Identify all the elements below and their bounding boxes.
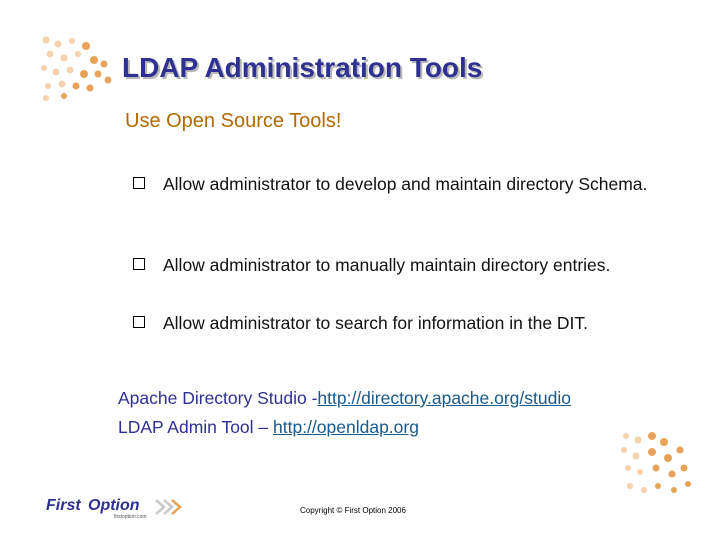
decorative-dots-bottom-right (618, 428, 698, 500)
link-prefix: Apache Directory Studio - (118, 388, 318, 408)
checkbox-bullet-icon (133, 177, 145, 189)
checkbox-bullet-icon (133, 258, 145, 270)
svg-text:firstoption.com: firstoption.com (114, 514, 147, 520)
bullet-text: Allow administrator to manually maintain directory entries. (163, 255, 611, 275)
svg-text:First: First (46, 497, 81, 514)
bullet-item (133, 172, 683, 196)
link-line-ldap-admin (118, 417, 419, 438)
bullet-item (133, 311, 683, 335)
bullet-text: Allow administrator to develop and maintain directory Schema. (163, 174, 648, 194)
first-option-logo (44, 494, 184, 520)
bullet-text: Allow administrator to search for information in the DIT. (163, 313, 589, 333)
svg-text:Option: Option (88, 497, 140, 514)
bullet-item (133, 253, 683, 277)
link-prefix: LDAP Admin Tool – (118, 417, 274, 437)
slide-subtitle: Use Open Source Tools! (125, 110, 342, 132)
checkbox-bullet-icon (133, 316, 145, 328)
openldap-link[interactable]: http://openldap.org (273, 417, 419, 437)
copyright-text: Copyright © First Option 2006 (300, 506, 406, 515)
link-line-apache (118, 388, 571, 409)
decorative-dots-top-left (38, 34, 128, 104)
apache-directory-studio-link[interactable]: http://directory.apache.org/studio (317, 388, 571, 408)
slide-title: LDAP Administration Tools (122, 52, 483, 83)
